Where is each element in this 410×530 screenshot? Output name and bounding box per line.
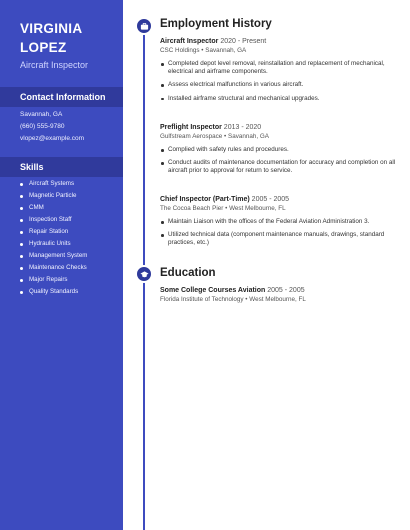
- job-entry: [160, 124, 400, 181]
- job-entry: [160, 196, 400, 253]
- job-location: Savannah, GA: [228, 133, 269, 140]
- job-company: The Cocoa Beach Pier: [160, 205, 224, 212]
- education-dates: 2005 - 2005: [267, 287, 305, 294]
- job-dates: 2005 - 2005: [251, 196, 290, 203]
- education-location: West Melbourne, FL: [249, 296, 306, 303]
- job-bullet: Assess electrical malfunctions in various aircraft.: [160, 81, 400, 89]
- job-dates: 2020 - Present: [220, 38, 267, 45]
- job-title: Aircraft Inspector: [160, 38, 219, 45]
- job-company-line: CSC Holdings • Savannah, GA: [160, 47, 247, 54]
- education-entry: [160, 287, 400, 303]
- candidate-name: [20, 19, 82, 57]
- job-bullet: Conduct audits of maintenance documentation for accuracy and completion on all aircraft prior to approval for return to service.: [160, 159, 400, 175]
- sidebar: [0, 0, 123, 530]
- job-entry: [160, 38, 400, 108]
- job-bullet: Maintain Liaison with the offices of the Federal Aviation Administration 3.: [160, 218, 400, 226]
- job-bullets: [160, 60, 400, 103]
- job-dates: 2013 - 2020: [223, 124, 262, 131]
- job-location: West Melbourne, FL: [229, 205, 286, 212]
- job-company: CSC Holdings: [160, 47, 200, 54]
- job-company-line: The Cocoa Beach Pier • West Melbourne, FL: [160, 205, 286, 212]
- job-bullet: Complied with safety rules and procedures.: [160, 146, 400, 154]
- job-location: Savannah, GA: [205, 47, 247, 54]
- job-title-line: [160, 196, 400, 203]
- briefcase-icon: [135, 17, 153, 35]
- education-school: Florida Institute of Technology: [160, 296, 244, 303]
- skill-item: Hydraulic Units: [20, 238, 87, 250]
- job-bullets: [160, 218, 400, 248]
- contact-phone: (660) 555-9780: [20, 123, 65, 130]
- skill-item: CMM: [20, 202, 87, 214]
- job-company: Gulfstream Aerospace: [160, 133, 223, 140]
- last-name: LOPEZ: [20, 40, 67, 55]
- skills-list: [20, 178, 87, 298]
- contact-email[interactable]: vlopez@example.com: [20, 135, 85, 142]
- job-bullet: Installed airframe structural and mechanical upgrades.: [160, 95, 400, 103]
- job-company-line: Gulfstream Aerospace • Savannah, GA: [160, 133, 269, 140]
- education-heading: Education: [160, 267, 216, 279]
- job-role: Aircraft Inspector: [20, 60, 89, 70]
- skill-item: Magnetic Particle: [20, 190, 87, 202]
- job-bullet: Completed depot level removal, reinstallation and replacement of mechanical, electrical and airframe components.: [160, 60, 400, 76]
- job-bullets: [160, 146, 400, 176]
- contact-heading: Contact Information: [0, 87, 123, 107]
- skill-item: Management System: [20, 250, 87, 262]
- job-title: Preflight Inspector: [160, 124, 222, 131]
- job-title-line: [160, 38, 400, 45]
- job-bullet: Utilized technical data (component maintenance manuals, drawings, standard practices, etc.): [160, 231, 400, 247]
- education-school-line: Florida Institute of Technology • West Melbourne, FL: [160, 296, 306, 303]
- first-name: VIRGINIA: [20, 21, 83, 36]
- contact-city: Savannah, GA: [20, 111, 63, 118]
- education-title: Some College Courses Aviation: [160, 287, 266, 294]
- skill-item: Inspection Staff: [20, 214, 87, 226]
- graduation-cap-icon: [135, 265, 153, 283]
- job-title: Chief Inspector (Part-Time): [160, 196, 250, 203]
- skill-item: Major Repairs: [20, 274, 87, 286]
- employment-heading: Employment History: [160, 18, 272, 30]
- skill-item: Maintenance Checks: [20, 262, 87, 274]
- skill-item: Quality Standards: [20, 286, 87, 298]
- education-title-line: [160, 287, 400, 294]
- skill-item: Repair Station: [20, 226, 87, 238]
- skill-item: Aircraft Systems: [20, 178, 87, 190]
- skills-heading: Skills: [0, 157, 123, 177]
- job-title-line: [160, 124, 400, 131]
